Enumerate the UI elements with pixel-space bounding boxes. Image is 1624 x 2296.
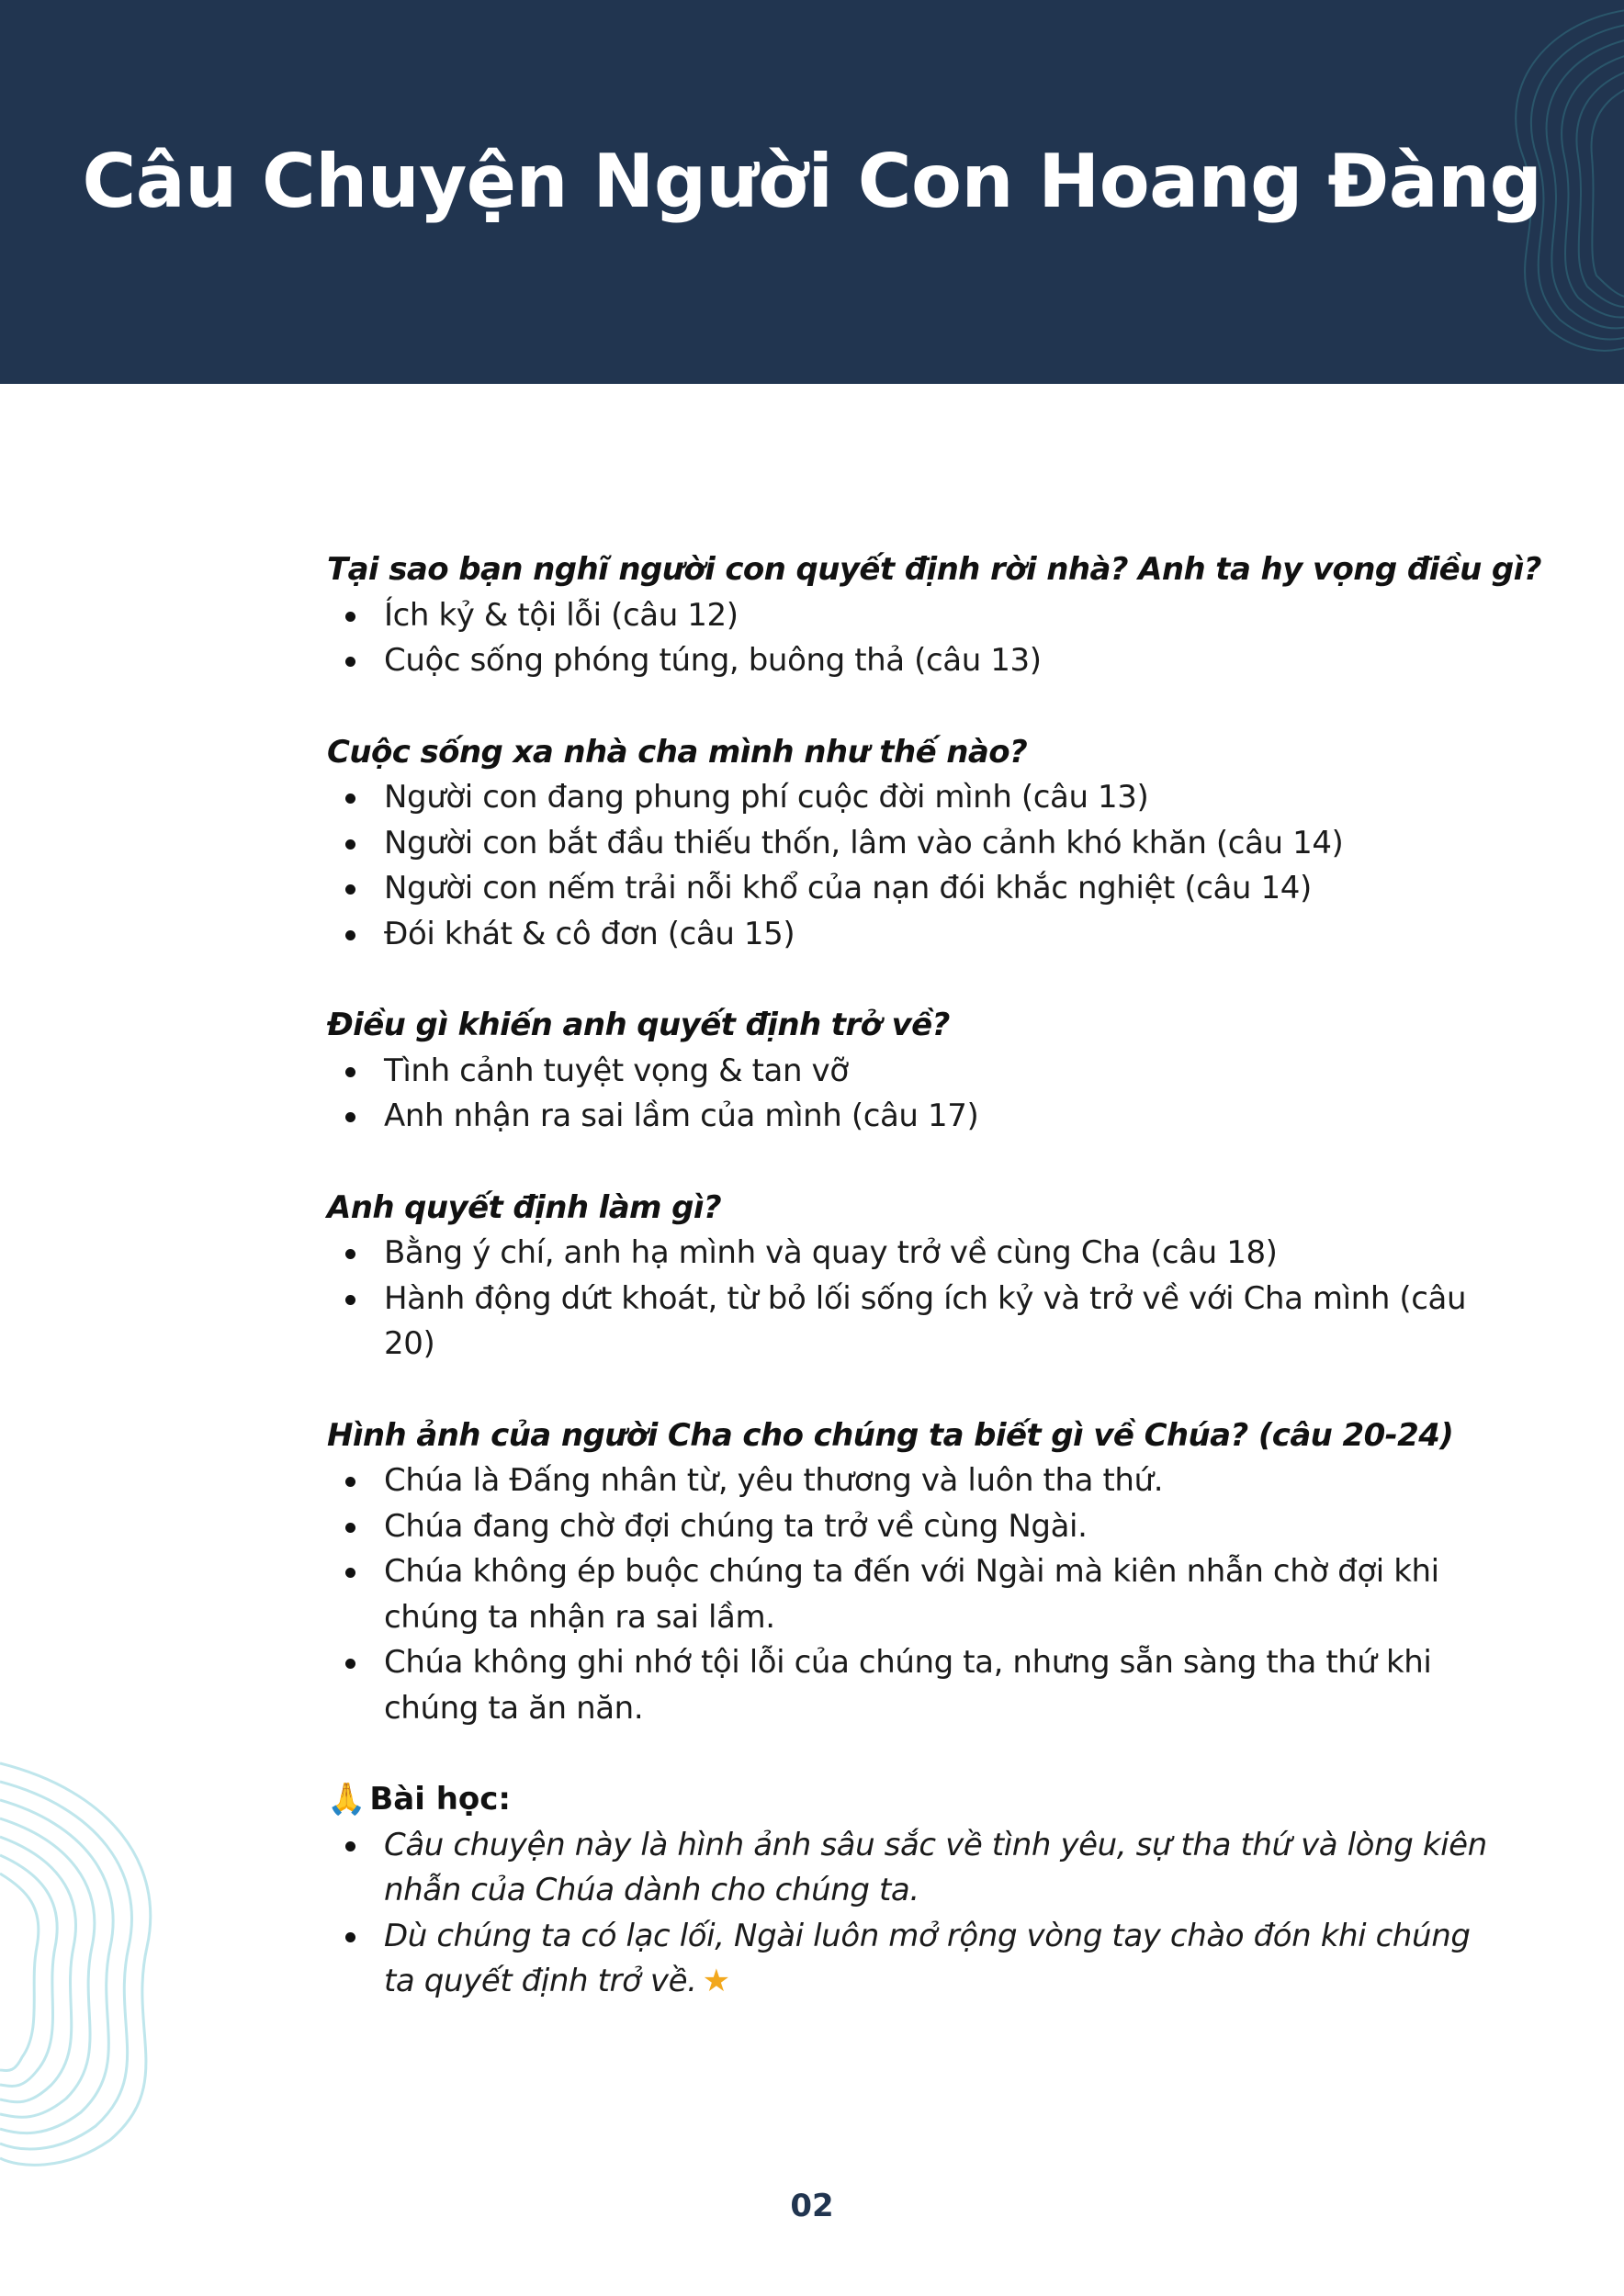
list-item: Anh nhận ra sai lầm của mình (câu 17): [327, 1094, 1494, 1140]
list-item: Câu chuyện này là hình ảnh sâu sắc về tình yêu, sự tha thứ và lòng kiên nhẫn của Chúa dành cho chúng ta.: [327, 1823, 1494, 1914]
list-item: [327, 1914, 1494, 2005]
list-item: Bằng ý chí, anh hạ mình và quay trở về cùng Cha (câu 18): [327, 1231, 1494, 1277]
qa-section: [327, 730, 1494, 958]
list-item: Tình cảnh tuyệt vọng & tan vỡ: [327, 1049, 1494, 1095]
page-title: Câu Chuyện Người Con Hoang Đàng: [82, 139, 1542, 224]
qa-section: [327, 547, 1541, 684]
bullet-list: [327, 593, 1494, 684]
bullet-list: [327, 1049, 1494, 1140]
list-item: Ích kỷ & tội lỗi (câu 12): [327, 593, 1494, 639]
list-item: Chúa là Đấng nhân từ, yêu thương và luôn tha thứ.: [327, 1458, 1494, 1504]
section-question: Tại sao bạn nghĩ người con quyết định rời nhà? Anh ta hy vọng điều gì?: [327, 551, 1541, 588]
star-icon: ★: [702, 1963, 730, 1999]
lesson-heading: [327, 1777, 1494, 1823]
list-item: Chúa đang chờ đợi chúng ta trở về cùng Ngài.: [327, 1504, 1494, 1550]
qa-section: [327, 1003, 1494, 1140]
list-item: Cuộc sống phóng túng, buông thả (câu 13): [327, 638, 1494, 684]
section-question: Hình ảnh của người Cha cho chúng ta biết gì về Chúa? (câu 20-24): [327, 1416, 1454, 1454]
lesson-bullet-list: [327, 1823, 1494, 2005]
bullet-list: [327, 1231, 1494, 1367]
list-item: Chúa không ghi nhớ tội lỗi của chúng ta, nhưng sẵn sàng tha thứ khi chúng ta ăn năn.: [327, 1640, 1494, 1731]
section-question: Cuộc sống xa nhà cha mình như thế nào?: [327, 733, 1028, 771]
bullet-list: [327, 775, 1494, 957]
list-item: Người con bắt đầu thiếu thốn, lâm vào cảnh khó khăn (câu 14): [327, 821, 1494, 867]
section-question: Anh quyết định làm gì?: [327, 1188, 722, 1226]
qa-section: [327, 1186, 1494, 1367]
praying-hands-icon: 🙏: [327, 1781, 367, 1818]
list-item: Người con đang phung phí cuộc đời mình (câu 13): [327, 775, 1494, 821]
lesson-section: [327, 1777, 1494, 2005]
list-item: Hành động dứt khoát, từ bỏ lối sống ích kỷ và trở về với Cha mình (câu 20): [327, 1277, 1494, 1367]
lesson-title: Bài học:: [369, 1781, 512, 1818]
list-item-text: Dù chúng ta có lạc lối, Ngài luôn mở rộng vòng tay chào đón khi chúng ta quyết định trở về.: [384, 1917, 1471, 1999]
qa-section: [327, 1413, 1494, 1732]
section-question: Điều gì khiến anh quyết định trở về?: [327, 1007, 950, 1043]
page-number: 02: [790, 2188, 834, 2224]
list-item: Đói khát & cô đơn (câu 15): [327, 912, 1494, 958]
list-item: Người con nếm trải nỗi khổ của nạn đói khắc nghiệt (câu 14): [327, 866, 1494, 912]
wave-pattern-decoration: [0, 1754, 202, 2177]
list-item: Chúa không ép buộc chúng ta đến với Ngài mà kiên nhẫn chờ đợi khi chúng ta nhận ra sai lầm.: [327, 1549, 1494, 1640]
bullet-list: [327, 1458, 1494, 1731]
header-banner: [0, 0, 1624, 384]
content-area: [327, 547, 1541, 2051]
